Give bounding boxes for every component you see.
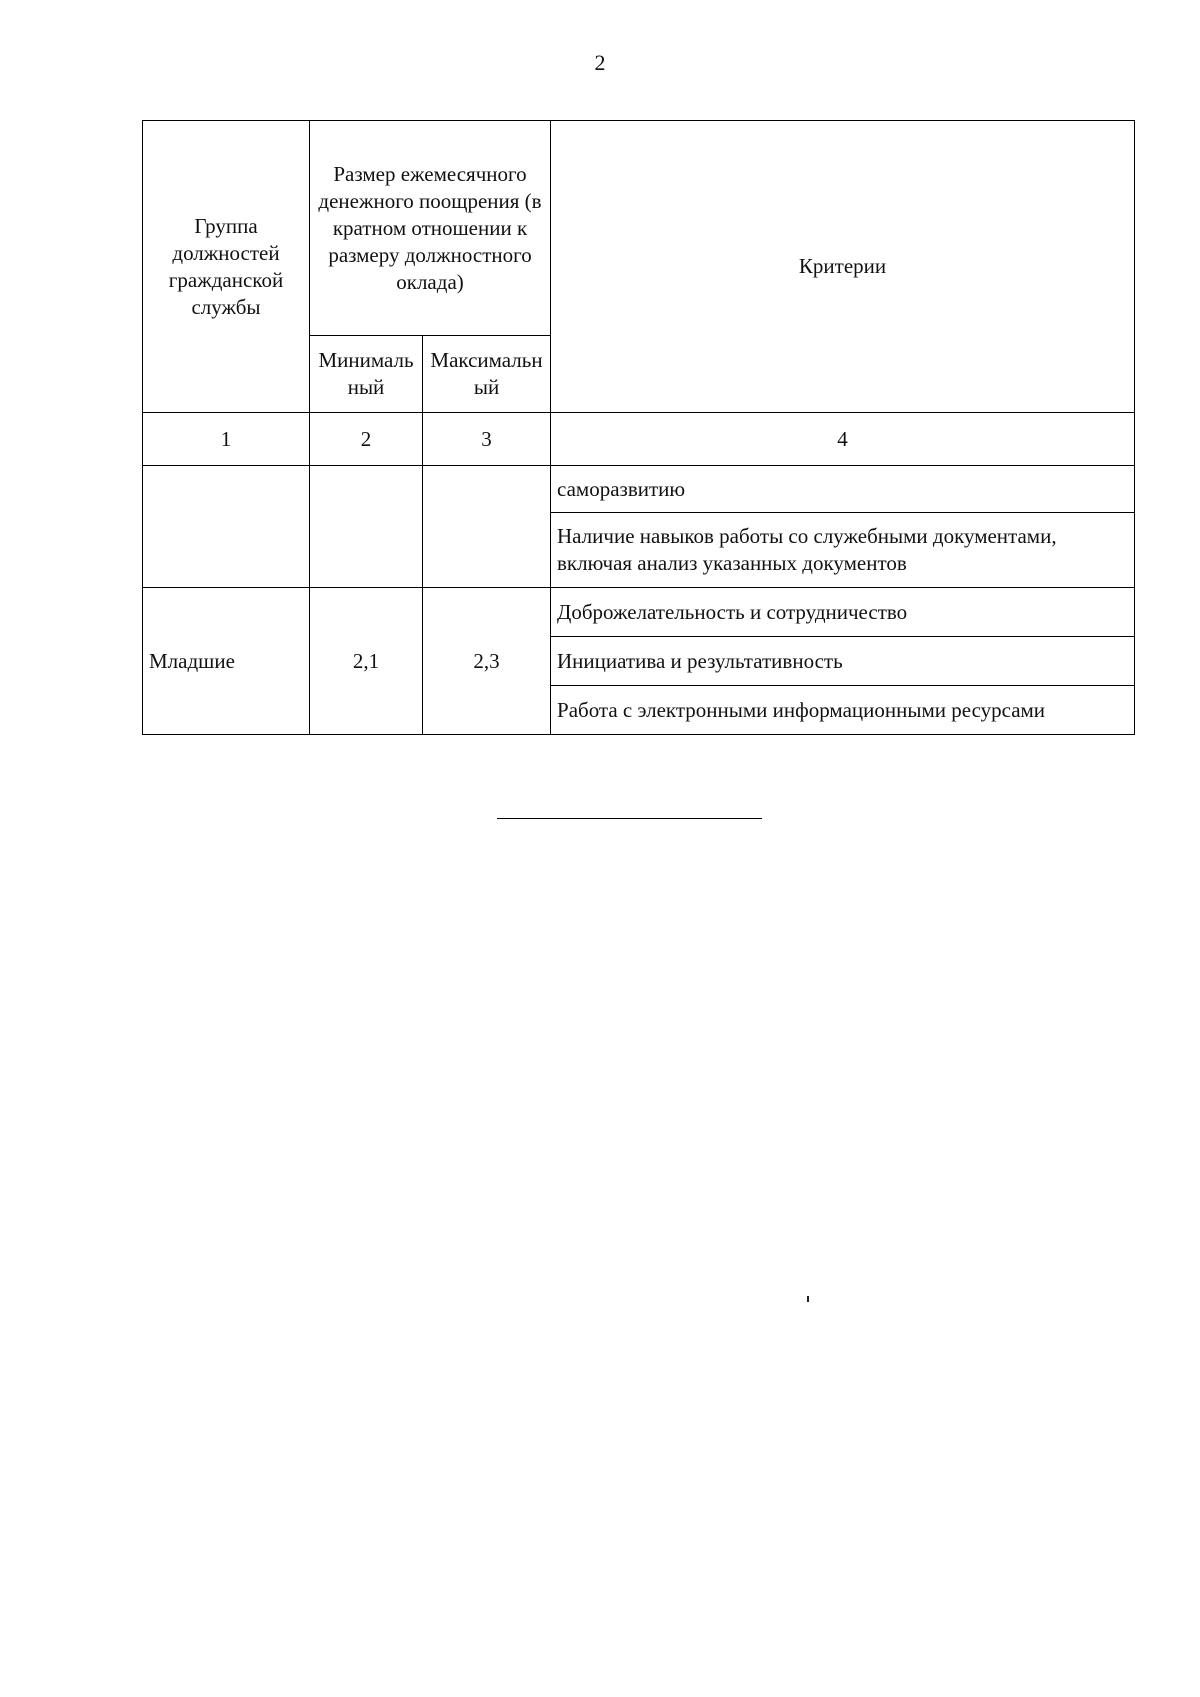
column-number: 1: [143, 413, 310, 466]
min-cell: 2,1: [310, 588, 423, 735]
column-number: 2: [310, 413, 423, 466]
max-cell: [423, 466, 551, 588]
column-number: 3: [423, 413, 551, 466]
criterion-cell: Доброжелательность и сотрудничество: [551, 588, 1135, 637]
column-number: 4: [551, 413, 1135, 466]
header-min: Минимальный: [310, 336, 423, 413]
criterion-cell: Работа с электронными информационными ресурсами: [551, 686, 1135, 735]
criterion-cell: Инициатива и результативность: [551, 637, 1135, 686]
table-row: [143, 466, 1135, 513]
group-cell: Младшие: [143, 588, 310, 735]
header-criteria: Критерии: [551, 121, 1135, 413]
end-separator-line: [497, 818, 762, 819]
column-number-row: [143, 413, 1135, 466]
max-cell: 2,3: [423, 588, 551, 735]
criterion-cell: Наличие навыков работы со служебными документами, включая анализ указанных документов: [551, 513, 1135, 588]
criterion-cell: саморазвитию: [551, 466, 1135, 513]
criteria-table: [142, 120, 1135, 735]
min-cell: [310, 466, 423, 588]
header-max: Максимальный: [423, 336, 551, 413]
header-row: [143, 121, 1135, 336]
group-cell: [143, 466, 310, 588]
header-bonus: Размер ежемесячного денежного поощрения (в кратном отношении к размеру должностного оклада): [310, 121, 551, 336]
page-number: 2: [594, 50, 606, 75]
scan-artifact-mark: [807, 1296, 809, 1302]
table-row: [143, 588, 1135, 637]
header-group: Группа должностей гражданской службы: [143, 121, 310, 413]
